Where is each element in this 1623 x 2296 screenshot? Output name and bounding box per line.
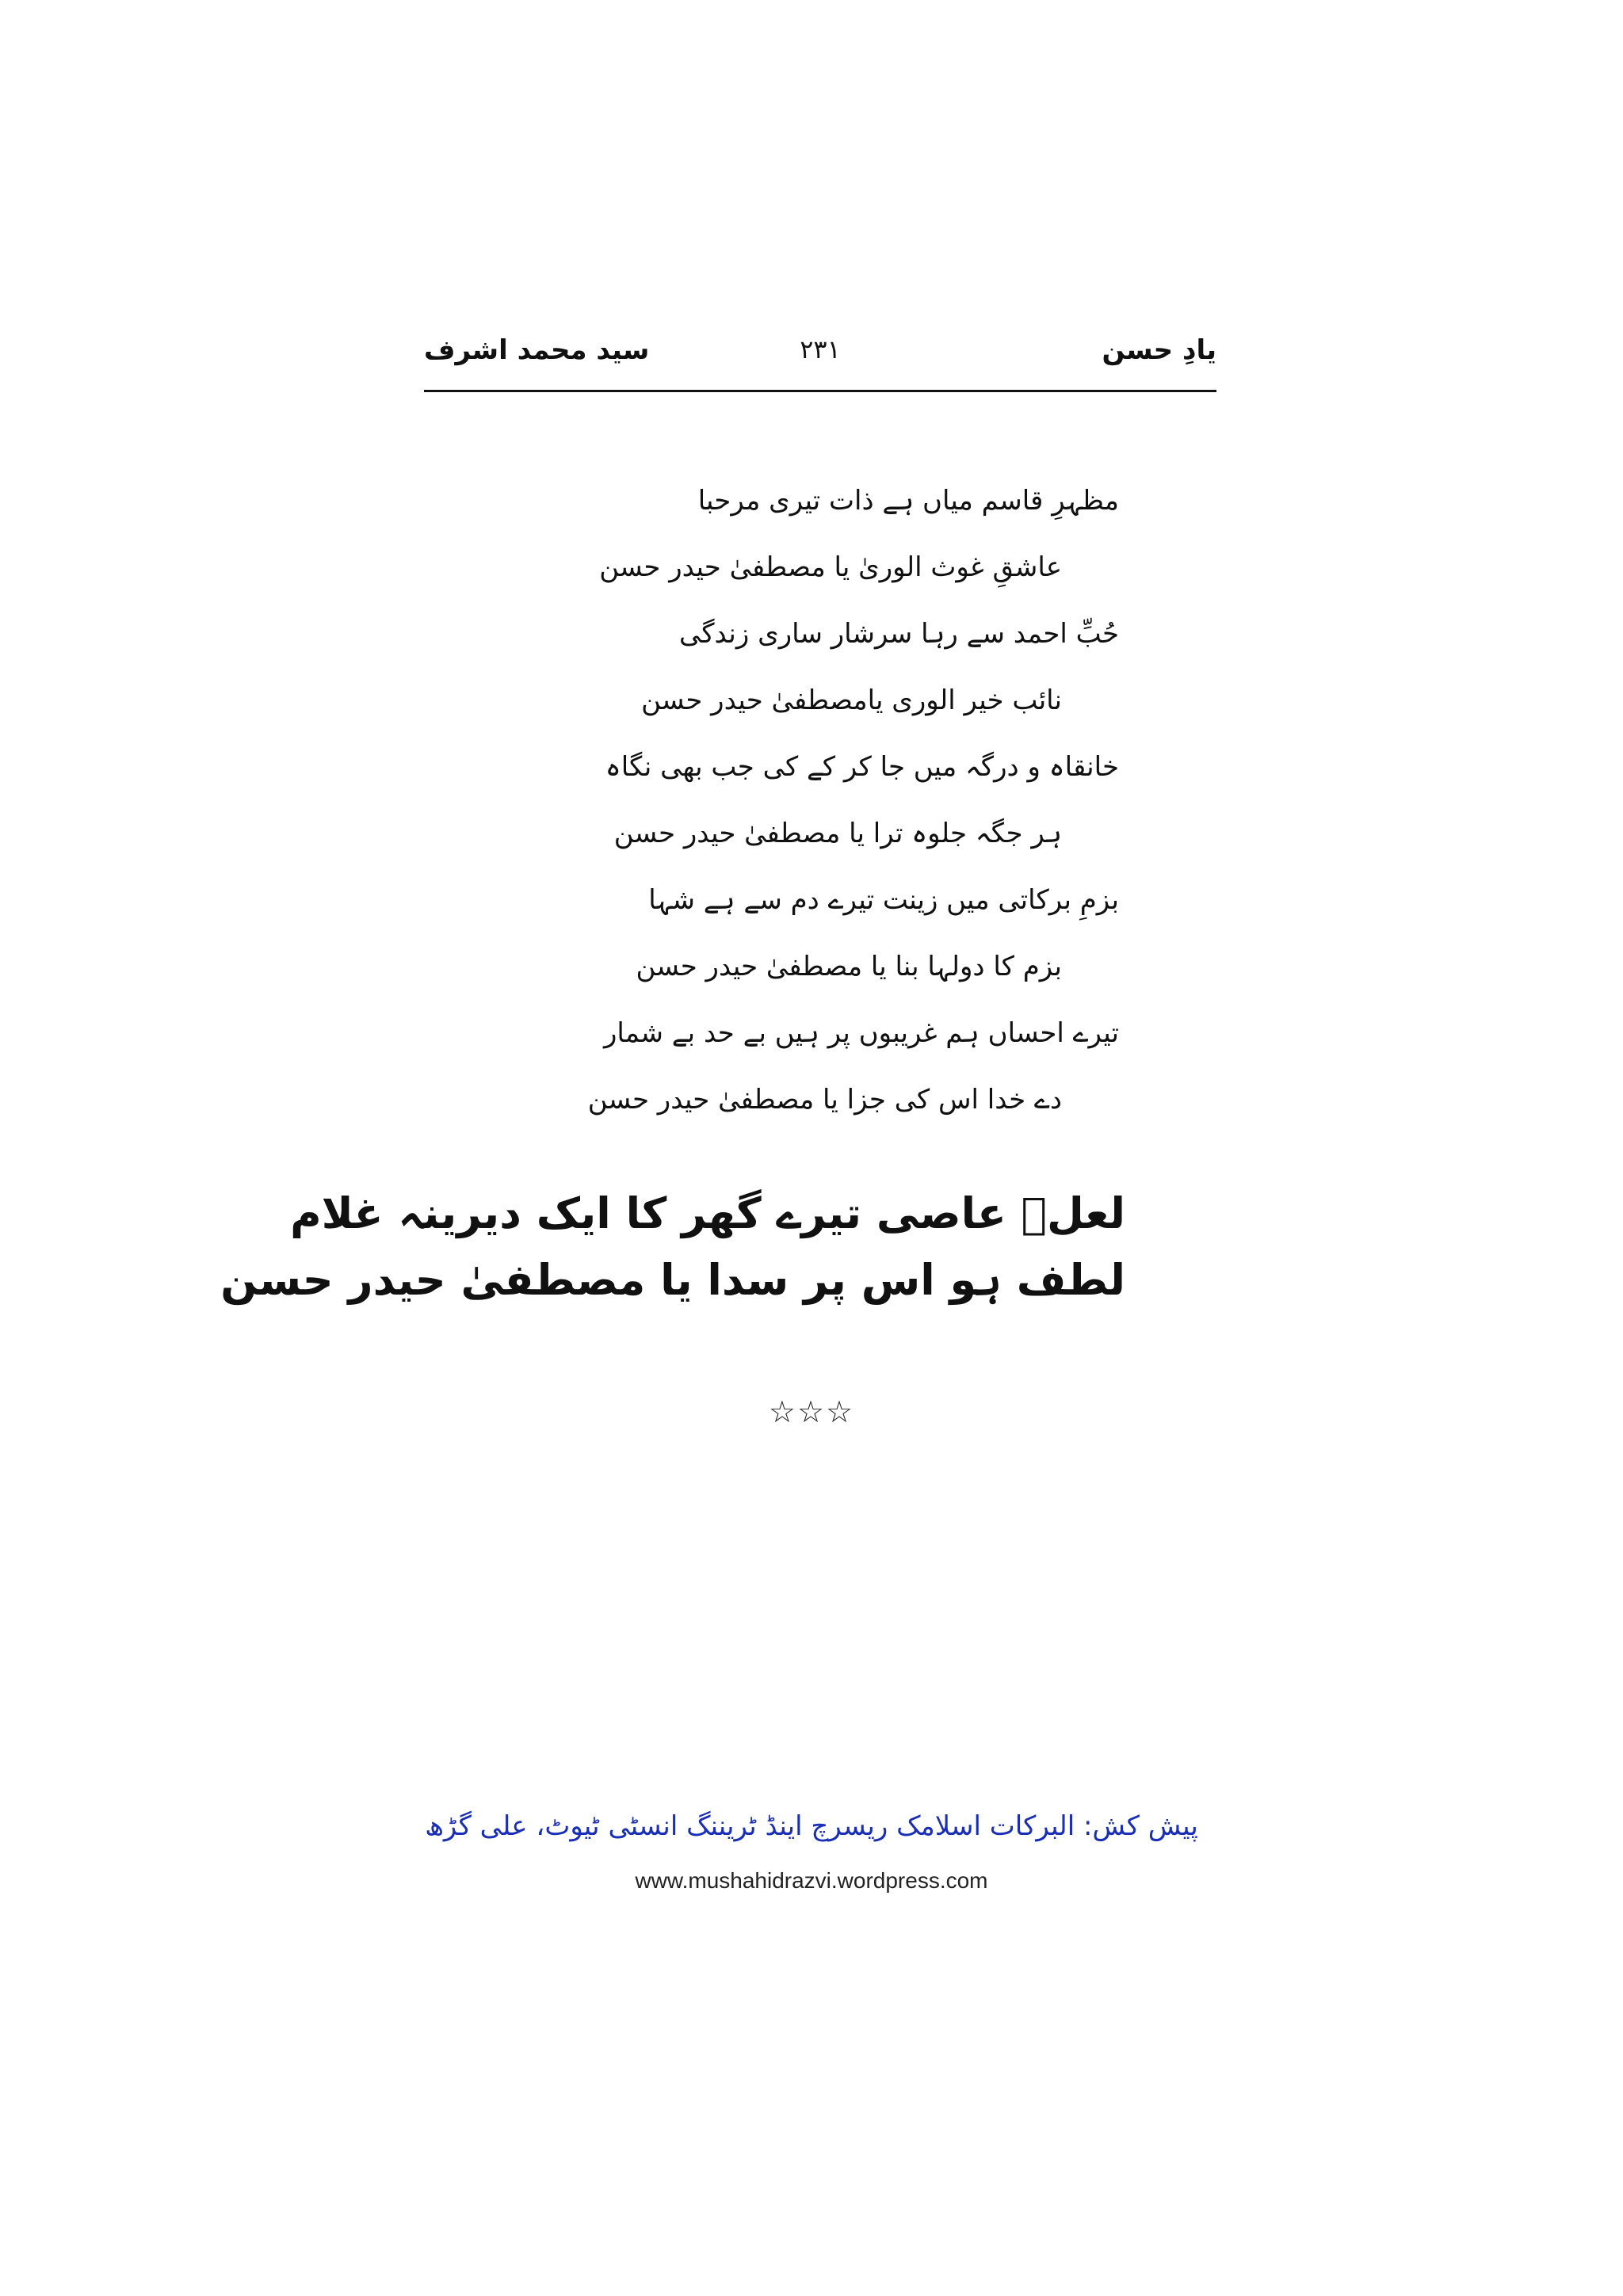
maqta-line-2: لطف ہو اس پر سدا یا مصطفیٰ حیدر حسن <box>220 1255 1125 1305</box>
maqta-couplet <box>220 1180 1125 1314</box>
book-title: یادِ حسن <box>1102 334 1216 366</box>
website-url: www.mushahidrazvi.wordpress.com <box>635 1868 988 1893</box>
poem-line: حُبِّ احمد سے رہا سرشار ساری زندگی <box>679 618 1119 650</box>
poem-line: دے خدا اس کی جزا یا مصطفیٰ حیدر حسن <box>587 1084 1062 1116</box>
poem-line: بزم کا دولہا بنا یا مصطفیٰ حیدر حسن <box>636 951 1062 982</box>
header-divider <box>424 390 1216 392</box>
poem-line: عاشقِ غوث الوریٰ یا مصطفیٰ حیدر حسن <box>599 551 1062 583</box>
poem-line: خانقاہ و درگہ میں جا کر کے کی جب بھی نگاہ <box>605 751 1119 783</box>
poem-line: نائب خیر الوری یامصطفیٰ حیدر حسن <box>641 685 1062 716</box>
page-header <box>424 329 1216 392</box>
poem-line: تیرے احساں ہم غریبوں پر ہیں بے حد بے شمار <box>604 1017 1119 1049</box>
poem-line: ہر جگہ جلوہ ترا یا مصطفیٰ حیدر حسن <box>613 818 1062 849</box>
publisher-credit: پیش کش: البرکات اسلامک ریسرچ اینڈ ٹریننگ انسٹی ٹیوٹ، علی گڑھ <box>425 1810 1198 1842</box>
poem-line: بزمِ برکاتی میں زینت تیرے دم سے ہے شہا <box>648 884 1119 916</box>
maqta-line-1: لعلؔ عاصی تیرے گھر کا ایک دیرینہ غلام <box>290 1188 1125 1238</box>
author-name: سید محمد اشرف <box>424 334 650 366</box>
section-end-stars-icon: ☆☆☆ <box>768 1394 855 1429</box>
poem-line: مظہرِ قاسم میاں ہے ذات تیری مرحبا <box>697 485 1119 517</box>
page-number: ۲۳۱ <box>800 334 841 364</box>
poem-body <box>444 467 1125 1133</box>
